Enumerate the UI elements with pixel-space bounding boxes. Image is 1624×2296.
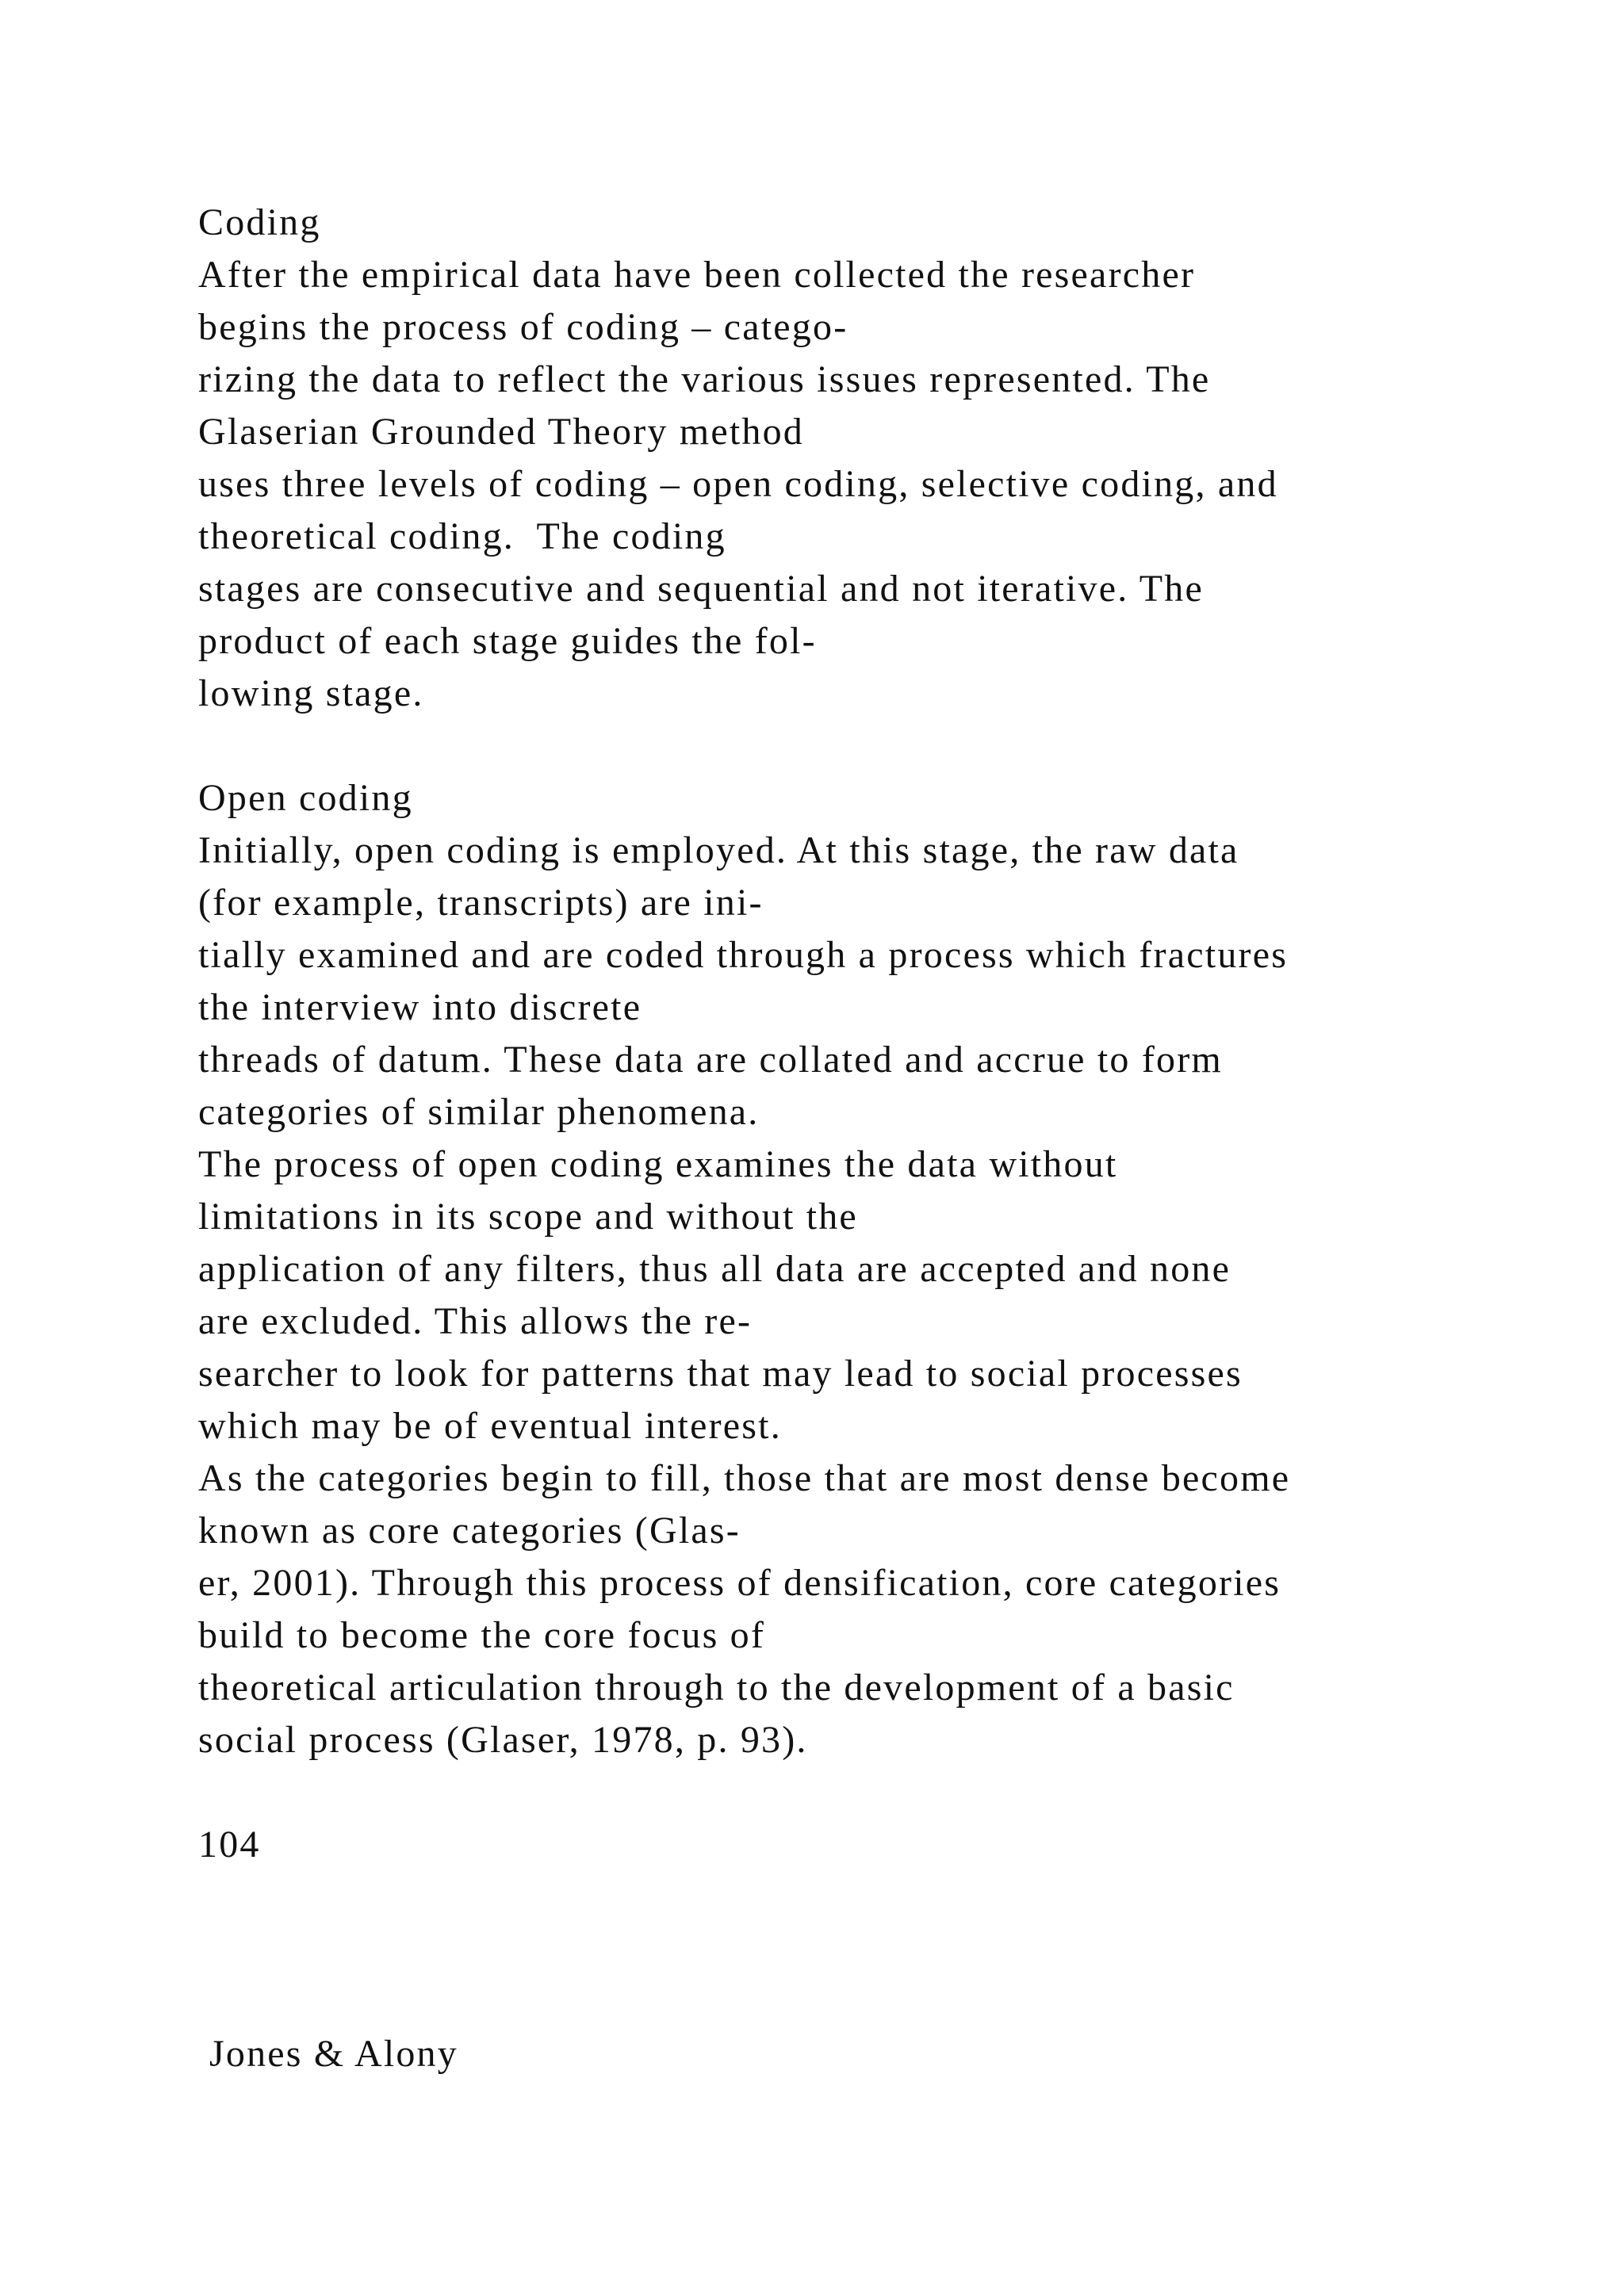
section-heading-coding: Coding bbox=[198, 201, 321, 243]
text-line: known as core categories (Glas- bbox=[198, 1510, 741, 1552]
text-line: are excluded. This allows the re- bbox=[198, 1300, 753, 1342]
text-line: social process (Glaser, 1978, p. 93). bbox=[198, 1719, 808, 1761]
text-line: application of any filters, thus all data are accepted and none bbox=[198, 1248, 1231, 1290]
text-line: Glaserian Grounded Theory method bbox=[198, 411, 804, 453]
text-line: After the empirical data have been collected the researcher bbox=[198, 254, 1196, 296]
text-line: build to become the core focus of bbox=[198, 1614, 766, 1656]
text-line: Initially, open coding is employed. At this stage, the raw data bbox=[198, 829, 1239, 871]
text-line: theoretical articulation through to the development of a basic bbox=[198, 1667, 1235, 1709]
text-line: stages are consecutive and sequential and not iterative. The bbox=[198, 568, 1205, 610]
text-line: (for example, transcripts) are ini- bbox=[198, 882, 764, 924]
text-line: theoretical coding. The coding bbox=[198, 515, 726, 557]
text-line: begins the process of coding – catego- bbox=[198, 306, 848, 348]
text-line: product of each stage guides the fol- bbox=[198, 620, 817, 662]
text-line: As the categories begin to fill, those that are most dense become bbox=[198, 1457, 1291, 1499]
text-line: which may be of eventual interest. bbox=[198, 1405, 782, 1447]
text-line: the interview into discrete bbox=[198, 986, 642, 1028]
running-footer: Jones & Alony bbox=[209, 2033, 458, 2075]
page-number: 104 bbox=[198, 1823, 261, 1866]
text-line: The process of open coding examines the data without bbox=[198, 1143, 1118, 1185]
text-line: uses three levels of coding – open coding, selective coding, and bbox=[198, 463, 1278, 505]
text-line: limitations in its scope and without the bbox=[198, 1196, 858, 1238]
text-line: categories of similar phenomena. bbox=[198, 1091, 760, 1133]
text-line: threads of datum. These data are collated and accrue to form bbox=[198, 1039, 1223, 1081]
text-line: rizing the data to reflect the various issues represented. The bbox=[198, 358, 1211, 400]
text-line: searcher to look for patterns that may lead to social processes bbox=[198, 1353, 1243, 1395]
text-line: er, 2001). Through this process of densification, core categories bbox=[198, 1562, 1281, 1604]
text-line: lowing stage. bbox=[198, 672, 424, 714]
text-line: tially examined and are coded through a process which fractures bbox=[198, 934, 1289, 976]
section-heading-open-coding: Open coding bbox=[198, 777, 413, 819]
